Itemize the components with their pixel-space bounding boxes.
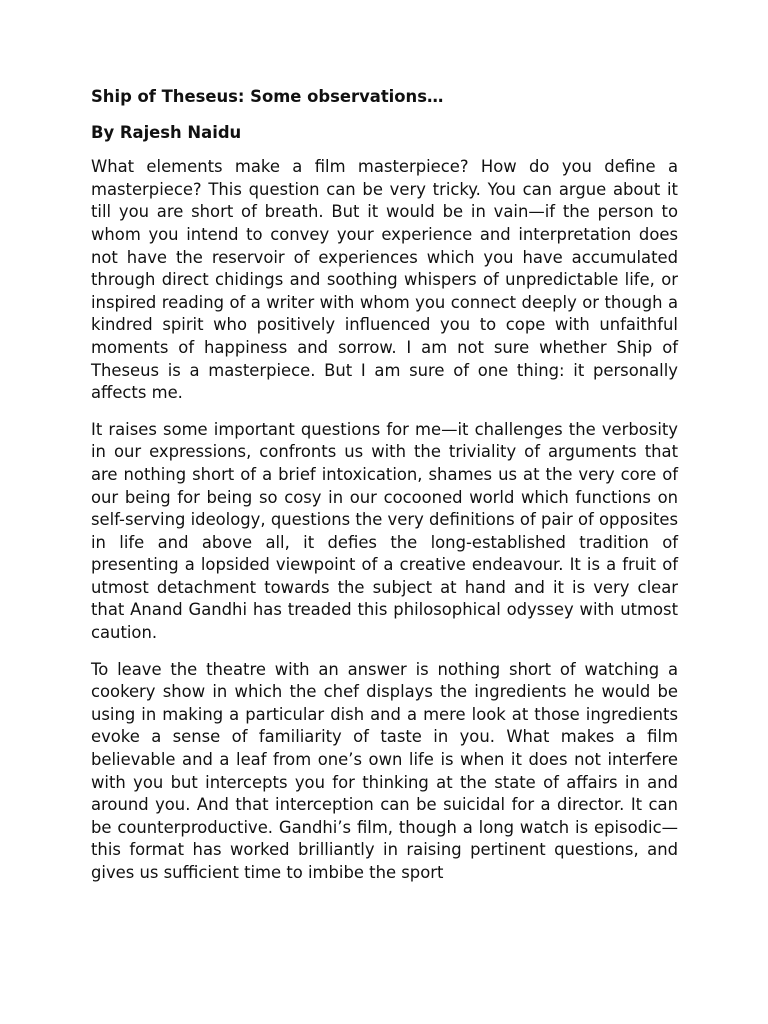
document-page <box>91 86 678 899</box>
article-byline: By Rajesh Naidu <box>91 122 242 142</box>
article-title: Ship of Theseus: Some observations… <box>91 87 444 106</box>
paragraph-2: It raises some important questions for me—it challenges the verbosity in our expressions, confronts us with the triviality of arguments that are nothing short of a brief intoxication, shames us at the very core of our being for being so cosy in our cocooned world which functions on self-serving ideology, questions the very definitions of pair of opposites in life and above all, it defies the long-established tradition of presenting a lopsided viewpoint of a creative endeavour. It is a fruit of utmost detachment towards the subject at hand and it is very clear that Anand Gandhi has treaded this philosophical odyssey with utmost caution. <box>91 419 678 643</box>
paragraph-3: To leave the theatre with an answer is nothing short of watching a cookery show in which the chef displays the ingredients he would be using in making a particular dish and a mere look at those ingredients evoke a sense of familiarity of taste in you. What makes a film believable and a leaf from one’s own life is when it does not interfere with you but intercepts you for thinking at the state of affairs in and around you. And that interception can be suicidal for a director. It can be counterproductive. Gandhi’s film, though a long watch is episodic—this format has worked brilliantly in raising pertinent questions, and gives us sufficient time to imbibe the sport <box>91 659 678 882</box>
paragraph-1: What elements make a film masterpiece? How do you define a masterpiece? This question can be very tricky. You can argue about it till you are short of breath. But it would be in vain—if the person to whom you intend to convey your experience and interpretation does not have the reservoir of experiences which you have accumulated through direct chidings and soothing whispers of unpredictable life, or inspired reading of a writer with whom you connect deeply or though a kindred spirit who positively influenced you to cope with unfaithful moments of happiness and sorrow. I am not sure whether Ship of Theseus is a masterpiece. But I am sure of one thing: it personally affects me. <box>91 157 678 403</box>
